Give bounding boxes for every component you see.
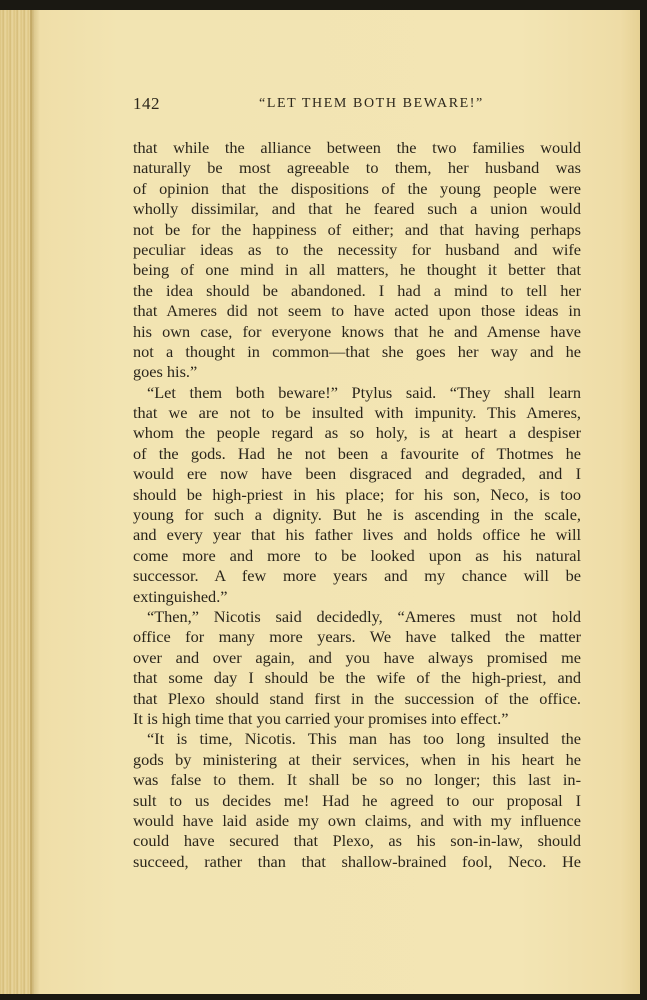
text-line: sult to us decides me! Had he agreed to our proposal I (133, 790, 581, 810)
text-line: naturally be most agreeable to them, her husband was (133, 158, 581, 178)
text-line: should be high-priest in his place; for his son, Neco, is too (133, 484, 581, 504)
text-line: not a thought in common—that she goes her way and he (133, 341, 581, 361)
text-line: could have secured that Plexo, as his son-in-law, should (133, 831, 581, 851)
page-edges (0, 10, 34, 994)
book-page (0, 10, 640, 994)
text-line: successor. A few more years and my chance will be (133, 566, 581, 586)
text-line: It is high time that you carried your promises into effect.” (133, 708, 509, 728)
text-line: that we are not to be insulted with impunity. This Ameres, (133, 403, 581, 423)
text-line: his own case, for everyone knows that he and Amense have (133, 321, 581, 341)
text-line: that Ameres did not seem to have acted upon those ideas in (133, 301, 581, 321)
text-line: wholly dissimilar, and that he feared such a union would (133, 199, 581, 219)
text-line: succeed, rather than that shallow-brained fool, Neco. He (133, 851, 581, 871)
running-head (133, 94, 583, 118)
text-line: “It is time, Nicotis. This man has too long insulted the (147, 729, 581, 749)
text-line: being of one mind in all matters, he thought it better that (133, 260, 581, 280)
text-line: that some day I should be the wife of the high-priest, and (133, 668, 581, 688)
text-line: not be for the happiness of either; and that having perhaps (133, 219, 581, 239)
page-number: 142 (133, 94, 160, 113)
body-text (133, 138, 581, 872)
text-line: was false to them. It shall be so no longer; this last in- (133, 770, 581, 790)
text-line: goes his.” (133, 362, 198, 382)
text-line: that Plexo should stand first in the succession of the office. (133, 688, 581, 708)
text-line: “Let them both beware!” Ptylus said. “They shall learn (147, 382, 581, 402)
text-line: come more and more to be looked upon as his natural (133, 545, 581, 565)
text-line: gods by ministering at their services, when in his heart he (133, 749, 581, 769)
gutter-shadow (30, 10, 40, 994)
text-line: extinguished.” (133, 586, 228, 606)
text-line: peculiar ideas as to the necessity for husband and wife (133, 239, 581, 259)
text-line: over and over again, and you have always promised me (133, 647, 581, 667)
text-line: would ere now have been disgraced and degraded, and I (133, 464, 581, 484)
text-line: young for such a dignity. But he is ascending in the scale, (133, 505, 581, 525)
text-line: office for many more years. We have talked the matter (133, 627, 581, 647)
text-line: the idea should be abandoned. I had a mind to tell her (133, 280, 581, 300)
text-line: of opinion that the dispositions of the young people were (133, 178, 581, 198)
running-title: “LET THEM BOTH BEWARE!” (259, 96, 484, 111)
text-line: would have laid aside my own claims, and with my influence (133, 810, 581, 830)
text-line: “Then,” Nicotis said decidedly, “Ameres must not hold (147, 606, 581, 626)
text-line: whom the people regard as so holy, is at heart a despiser (133, 423, 581, 443)
text-line: and every year that his father lives and holds office he will (133, 525, 581, 545)
text-line: of the gods. Had he not been a favourite of Thotmes he (133, 443, 581, 463)
text-line: that while the alliance between the two families would (133, 138, 581, 157)
